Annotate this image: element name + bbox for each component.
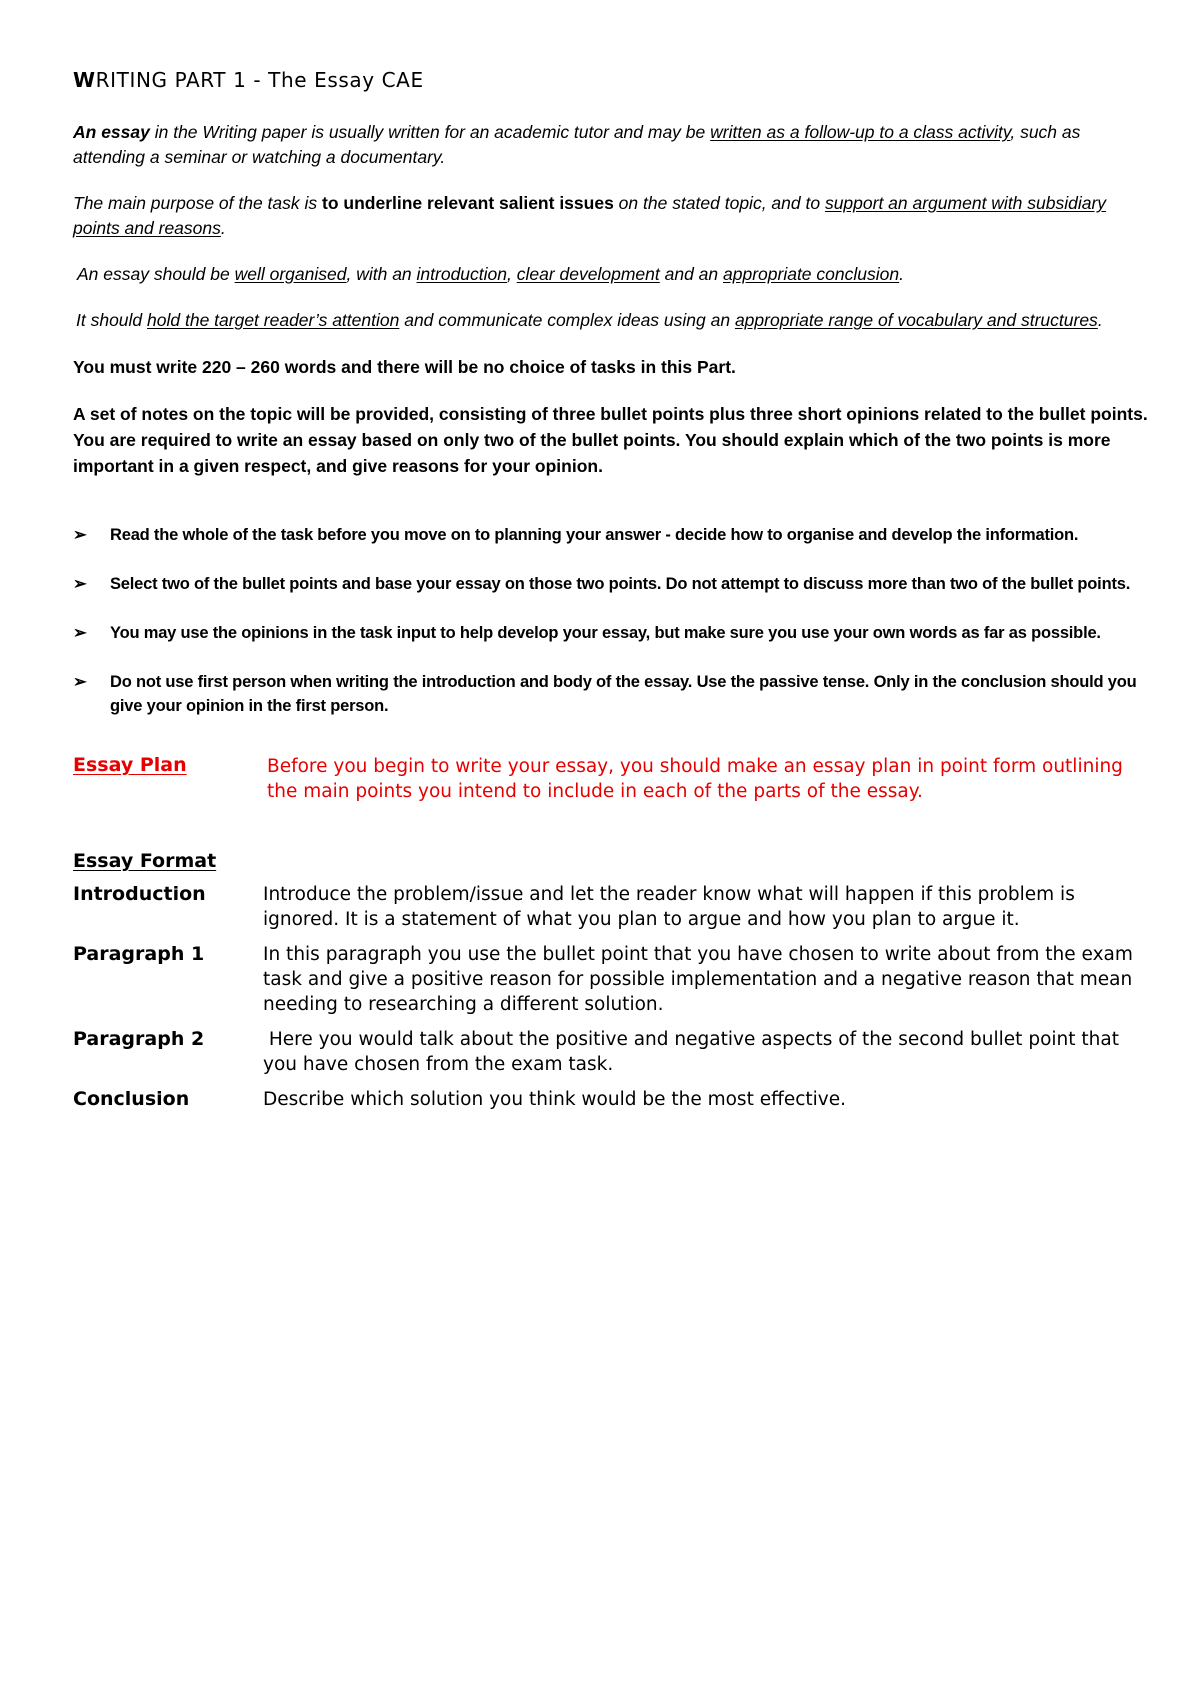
format-row-label: Paragraph 2	[73, 1028, 205, 1050]
format-row	[73, 942, 1148, 1017]
p4-underline-1: hold the target reader’s attention	[147, 310, 400, 330]
list-item-text: Read the whole of the task before you move on to planning your answer - decide how to organise and develop the information.	[110, 526, 1079, 544]
p1-underlined: written as a follow-up to a class activity	[710, 122, 1011, 142]
format-row-text: In this paragraph you use the bullet point that you have chosen to write about from the exam task and give a positive reason for possible implementation and a negative reason that mean needing to researching a different solution.	[263, 944, 1133, 1015]
p3-underline-2: introduction	[416, 264, 508, 284]
p3-end: .	[899, 264, 904, 284]
essay-format-table	[73, 882, 1148, 1112]
p1-text: in the Writing paper is usually written for an academic tutor and may be	[149, 122, 711, 142]
arrow-bullet-icon: ➢	[73, 624, 87, 642]
essay-plan-section	[73, 754, 1148, 804]
p1-bold: An essay	[73, 122, 150, 142]
p1-end: , such as attending a seminar or watching a documentary.	[73, 122, 1081, 167]
list-item	[73, 621, 1148, 645]
word-count-paragraph: You must write 220 – 260 words and there will be no choice of tasks in this Part.	[73, 357, 736, 377]
p4-underline-2: appropriate range of vocabulary and structures	[734, 310, 1098, 330]
notes-paragraph: A set of notes on the topic will be provided, consisting of three bullet points plus three short opinions related to the bullet points. You are required to write an essay based on only two of the bullet points. You should explain which of the two points is more important in a given respect, and give reasons for your opinion.	[73, 404, 1148, 476]
p3-underline-3: clear development	[516, 264, 660, 284]
format-row	[73, 1087, 1148, 1112]
p3-text-4: and an	[659, 264, 723, 284]
arrow-bullet-icon: ➢	[73, 575, 87, 593]
arrow-bullet-icon: ➢	[73, 673, 87, 691]
arrow-bullet-icon: ➢	[73, 526, 87, 544]
essay-format-heading: Essay Format	[73, 850, 217, 872]
intro-paragraph	[73, 120, 1148, 170]
p3-text: An essay should be	[77, 264, 235, 284]
format-row	[73, 882, 1148, 932]
list-item	[73, 572, 1148, 596]
format-row-label: Paragraph 1	[73, 943, 205, 965]
title-rest: RITING PART 1 - The Essay CAE	[95, 68, 424, 92]
p3-underline-1: well organised	[234, 264, 347, 284]
attention-paragraph	[73, 308, 1148, 333]
essay-plan-label: Essay Plan	[73, 754, 187, 776]
document-page	[73, 68, 1148, 1122]
list-item	[73, 523, 1148, 547]
list-item-text: Do not use first person when writing the introduction and body of the essay. Use the passive tense. Only in the conclusion should you give your opinion in the first person.	[110, 673, 1137, 715]
list-item	[73, 670, 1148, 718]
p2-bold: to underline relevant salient issues	[322, 193, 614, 213]
p4-text-2: and communicate complex ideas using an	[399, 310, 735, 330]
purpose-paragraph	[73, 191, 1148, 241]
tips-list	[73, 523, 1148, 718]
page-title	[73, 68, 1148, 92]
format-row-label: Introduction	[73, 883, 206, 905]
p2-end: .	[220, 218, 226, 238]
title-initial: W	[73, 68, 96, 92]
p3-text-3: ,	[507, 264, 517, 284]
format-row-text: Introduce the problem/issue and let the reader know what will happen if this problem is ignored. It is a statement of what you plan to argue and how you plan to argue it.	[263, 884, 1075, 930]
p2-text: The main purpose of the task is	[73, 193, 323, 213]
format-row-text: Describe which solution you think would be the most effective.	[263, 1089, 846, 1110]
list-item-text: You may use the opinions in the task input to help develop your essay, but make sure you use your own words as far as possible.	[110, 624, 1101, 642]
p2-underlined: support an argument with subsidiary points and reasons	[73, 193, 1107, 238]
p2-text-2: on the stated topic, and to	[613, 193, 825, 213]
format-row-label: Conclusion	[73, 1088, 190, 1110]
list-item-text: Select two of the bullet points and base your essay on those two points. Do not attempt to discuss more than two of the bullet points.	[110, 575, 1131, 593]
p3-text-2: , with an	[346, 264, 417, 284]
essay-plan-text: Before you begin to write your essay, you should make an essay plan in point form outlining the main points you intend to include in each of the parts of the essay.	[267, 756, 1123, 802]
p4-end: .	[1097, 310, 1103, 330]
p4-text: It should	[76, 310, 148, 330]
format-row	[73, 1027, 1148, 1077]
organisation-paragraph	[73, 262, 1148, 287]
p3-underline-4: appropriate conclusion	[723, 264, 900, 284]
format-row-text: Here you would talk about the positive and negative aspects of the second bullet point that you have chosen from the exam task.	[263, 1029, 1125, 1075]
